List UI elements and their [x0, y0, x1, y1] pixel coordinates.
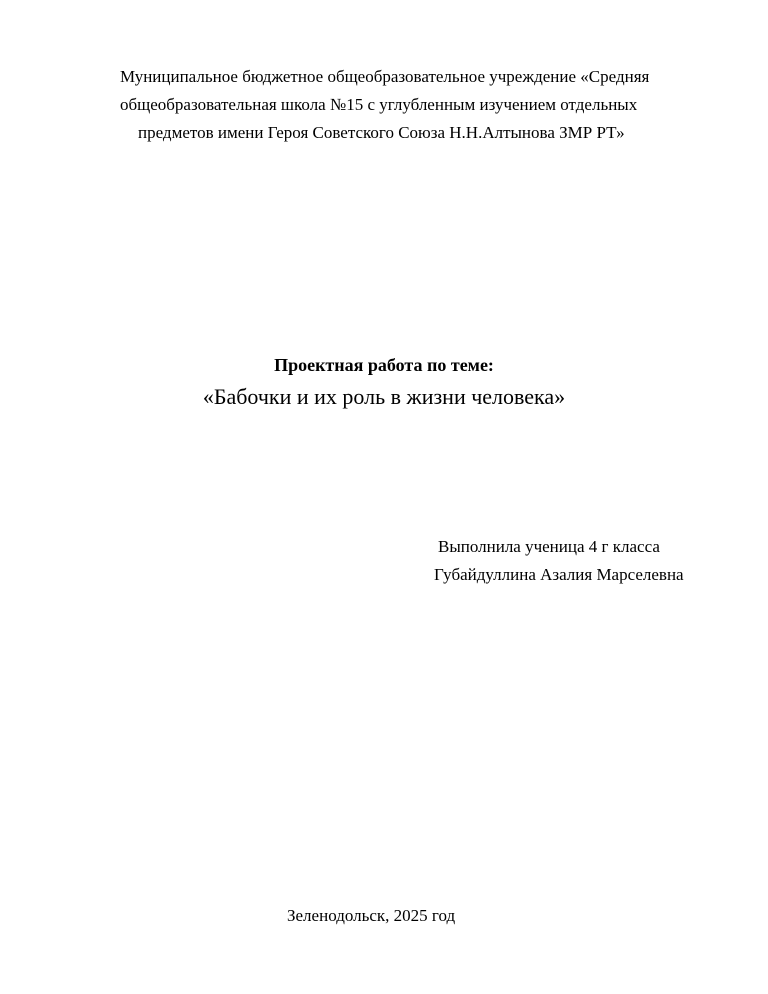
city-year: Зеленодольск, 2025 год: [287, 906, 456, 925]
institution-line-1: Муниципальное бюджетное общеобразовательное учреждение «Средняя: [120, 67, 650, 86]
institution-line-3: предметов имени Героя Советского Союза Н.Н.Алтынова ЗМР РТ»: [138, 123, 625, 142]
project-title: «Бабочки и их роль в жизни человека»: [202, 384, 566, 409]
author-role: Выполнила ученица 4 г класса: [438, 537, 660, 556]
author-name: Губайдуллина Азалия Марселевна: [434, 565, 684, 584]
institution-line-2: общеобразовательная школа №15 с углубленным изучением отдельных: [120, 95, 638, 114]
project-label: Проектная работа по теме:: [274, 355, 494, 375]
